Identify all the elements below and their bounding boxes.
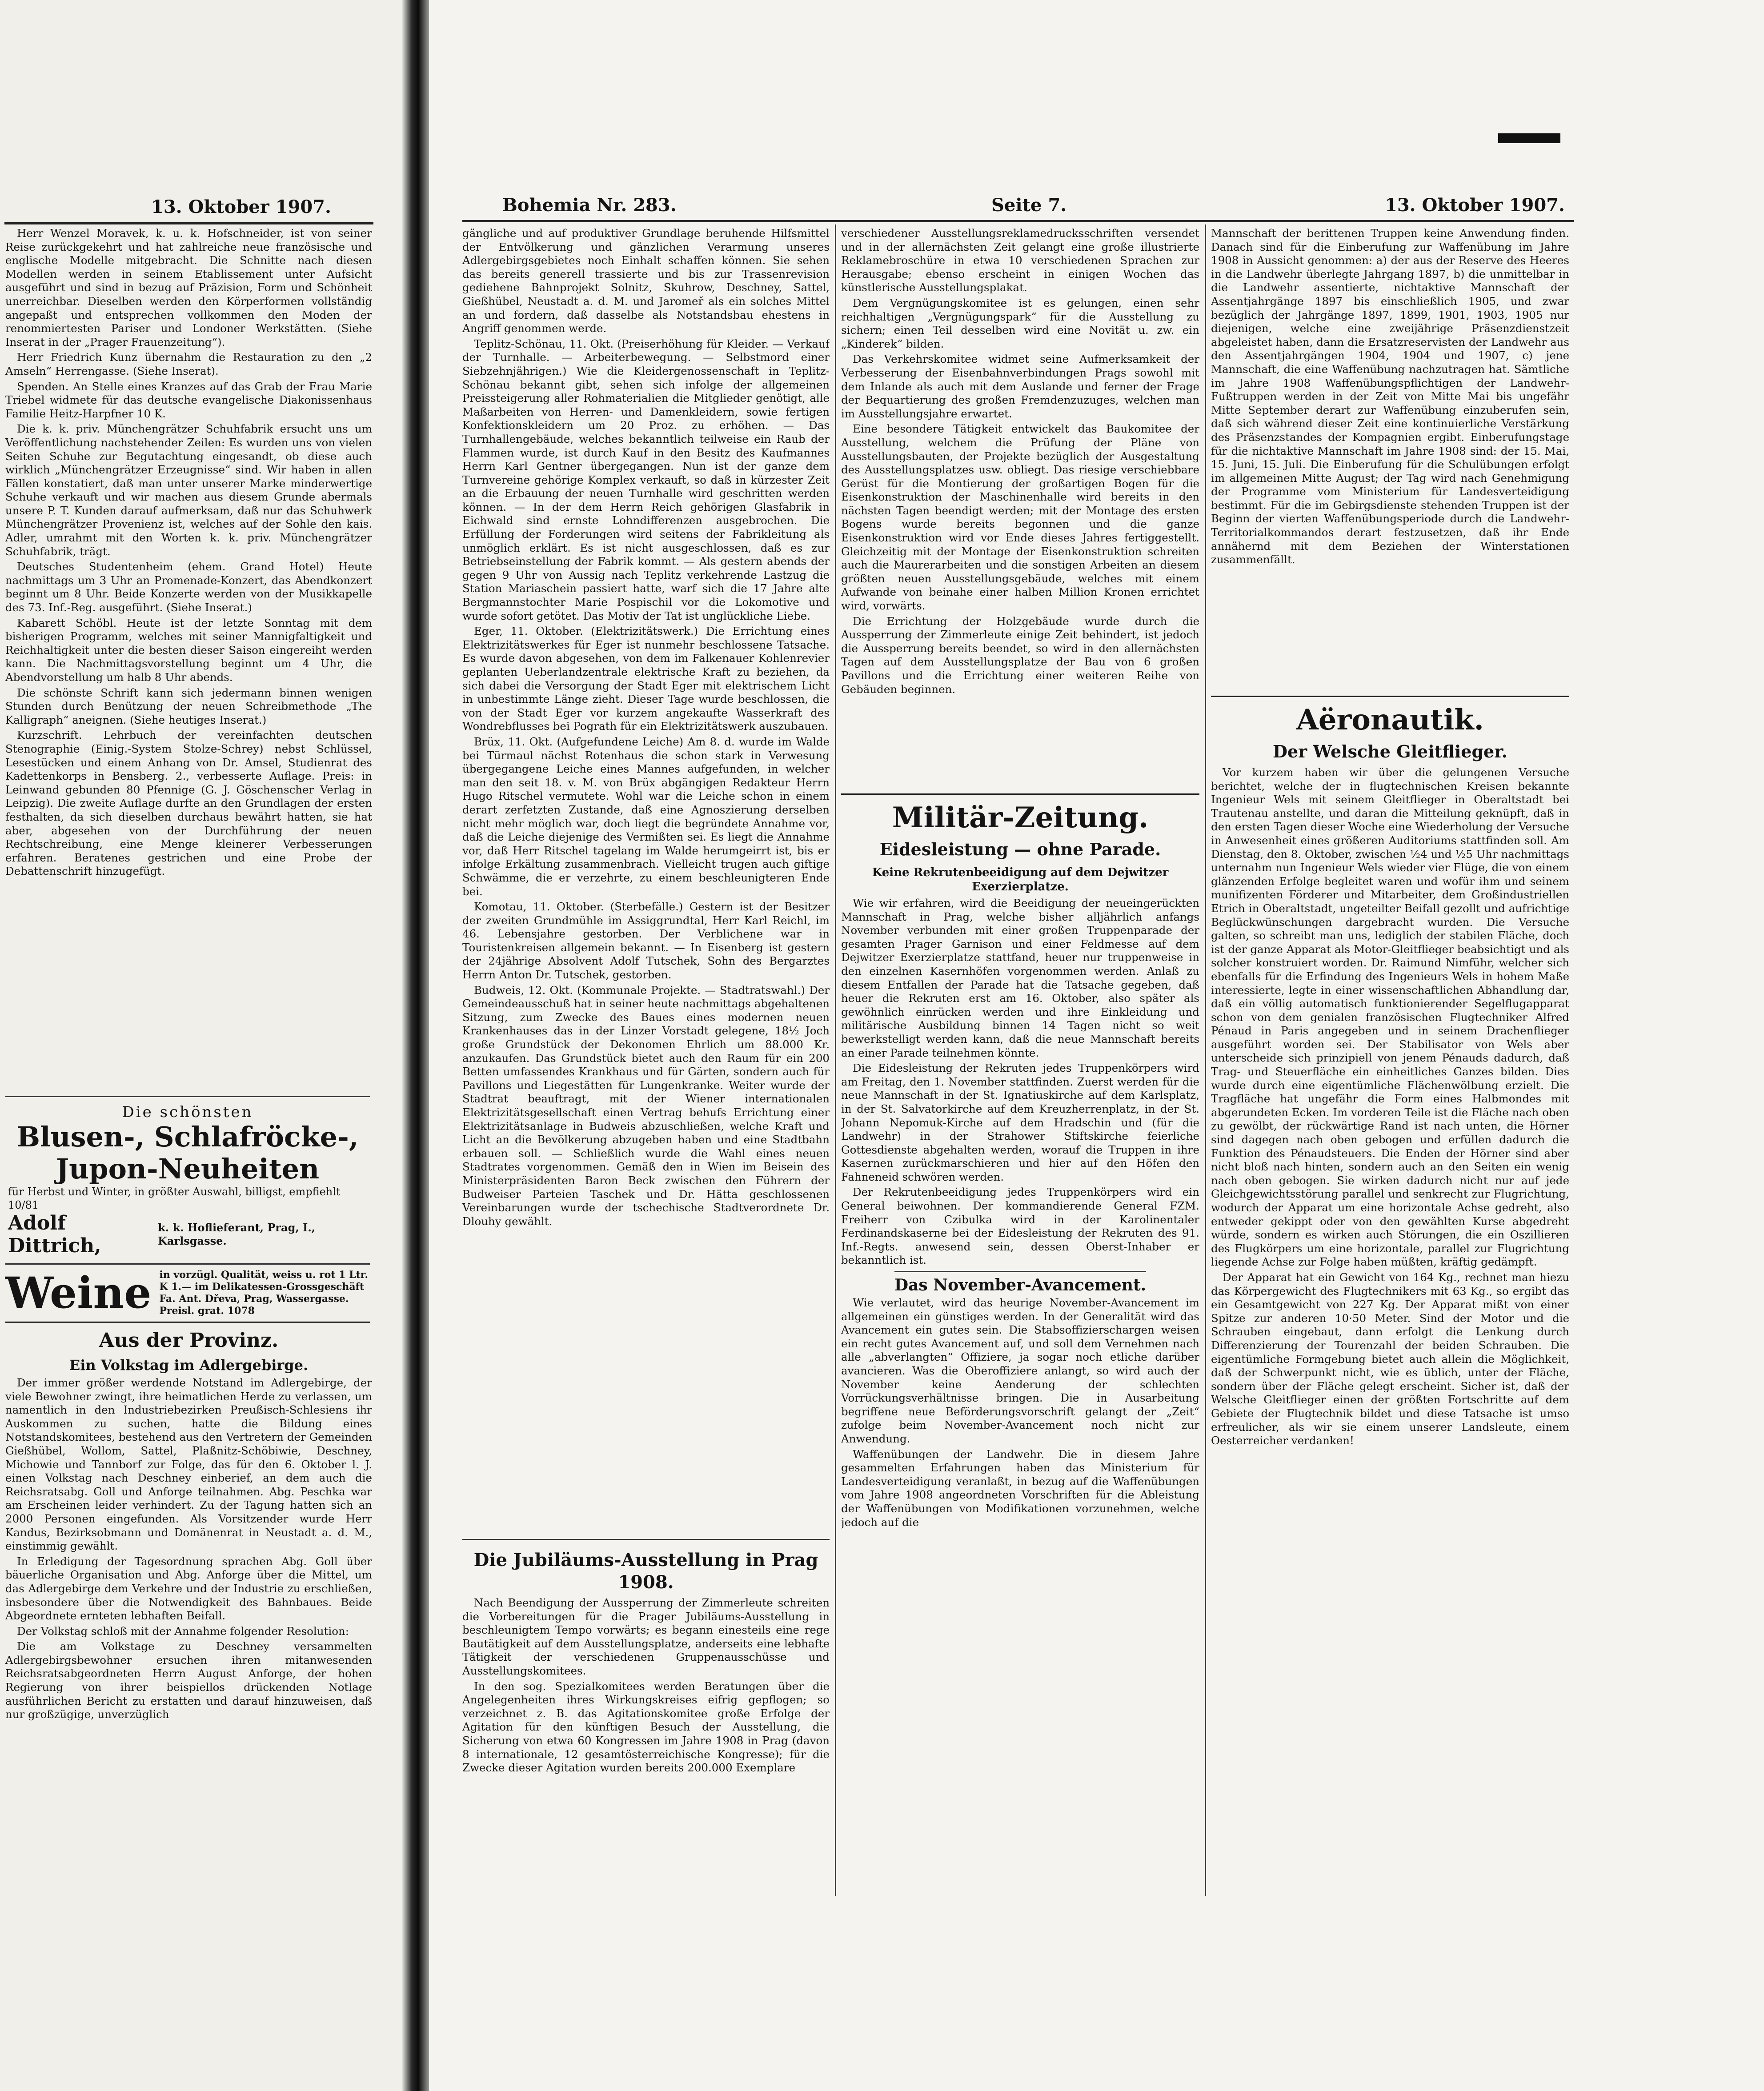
jubilaeum-article: [462, 1545, 830, 1900]
aero-section: [1211, 700, 1569, 1900]
article-title: Eidesleistung — ohne Parade.: [879, 839, 1161, 859]
section-title: Aus der Provinz.: [99, 1329, 279, 1352]
paragraph: Das Verkehrskomitee widmet seine Aufmerksamkeit der Verbesserung der Eisenbahnverbindungen Prags sowohl mit dem Inlande als auch mit dem Auslande und ferner der Frage der Bequartierung des großen Fremdenzuzuges, welchen man im Ausstellungsjahre erwartet.: [841, 353, 1199, 420]
provinz-section: [5, 1325, 372, 1903]
paragraph: Die am Volkstage zu Deschney versammelten Adlergebirgsbewohner ersuchen ihren mitanwesenden Reichsratsabgeordneten Herrn August Anforge, der hohen Regierung von ihrer beispiellos drückenden Notlage ausführlichen Bericht zu erstatten und darauf hinzuweisen, daß nur großzügige, unverzüglich: [5, 1640, 372, 1721]
paragraph: Die Errichtung der Holzgebäude wurde durch die Aussperrung der Zimmerleute einige Zeit behindert, ist jedoch die Aussperrung bereits beendet, so wird in den allernächsten Tagen auf dem Ausstellungsplatze der Bau von 6 großen Pavillons und die Errichtung einer weiteren Reihe von Gebäuden beginnen.: [841, 614, 1199, 696]
ad-weine-text: [159, 1269, 370, 1317]
paragraph: Der immer größer werdende Notstand im Adlergebirge, der viele Bewohner zwingt, ihre heimatlichen Herde zu verlassen, um namentlich in den Industriebezirken Preußisch-Schlesiens ihr Auskommen zu suchen, hatte die Bildung eines Notstandskomitees, bestehend aus den Vertretern der Gemeinden Gießhübel, Wollom, Sattel, Plaßnitz-Schöbiwie, Deschney, Michowie und Tannborf zur Folge, das für den 6. Oktober l. J. einen Volkstag nach Deschney einberief, an dem auch die Reichsratsabg. Goll und Anforge teilnahmen. Abg. Peschka war am Erscheinen leider verhindert. Zu der Tagung hatten sich an 2000 Personen eingefunden. Als Vorsitzender wurde Herr Kandus, Bezirksobmann und Domänenrat in Neustadt a. d. M., einstimmig gewählt.: [5, 1376, 372, 1553]
ad-firm-detail: k. k. Hoflieferant, Prag, I., Karlsgasse.: [158, 1221, 316, 1247]
article-subtitle: Keine Rekrutenbeeidigung auf dem Dejwitzer Exerzierplatze.: [872, 866, 1169, 893]
paragraph: Eger, 11. Oktober. (Elektrizitätswerk.) Die Errichtung eines Elektrizitätswerkes für Eger ist nunmehr beschlossene Tatsache. Es wurde davon abgesehen, von dem im Falkenauer Kohlenrevier geplanten Ueberlandzentrale elektrische Kraft zu beziehen, da sich dabei die Versorgung der Stadt Eger mit elektrischem Licht in unbestimmte Länge zieht. Dieser Tage wurde beschlossen, die von der Stadt Eger vor kurzem angekaufte Wasserkraft des Wondrebflusses bei Pograth für ein Elektrizitätswerk auszubauen.: [462, 625, 830, 733]
ad-firm-row: [8, 1212, 367, 1257]
paragraph: Vor kurzem haben wir über die gelungenen Versuche berichtet, welche der in flugtechnischen Kreisen bekannte Ingenieur Wels mit seinem Gleitflieger in Oberaltstadt bei Trautenau anstellte, und daran die Mitteilung geknüpft, daß in den ersten Tagen dieser Woche eine Wiederholung der Versuche in Anwesenheit eines größeren Auditoriums stattfinden soll. Am Dienstag, den 8. Oktober, zwischen ½4 und ½5 Uhr nachmittags unternahm nun Ingenieur Wels wieder vier Flüge, die von einem glänzenden Erfolge begleitet waren und wofür ihm und seinem munifizenten Förderer und Mitarbeiter, dem Großindustriellen Etrich in Oberaltstadt, ungeteilter Beifall gezollt und aufrichtige Beglückwünschungen dargebracht wurden. Die Versuche galten, so schreibt man uns, lediglich der stabilen Fläche, doch ist der ganze Apparat als Motor-Gleitflieger beabsichtigt und als solcher konstruiert worden. Dr. Raimund Nimführ, welcher sich ebenfalls für die Erfindung des Ingenieurs Wels in hohem Maße interessierte, legte in einer wissenschaftlichen Abhandlung dar, daß ein völlig automatisch funktionierender Segelflugapparat schon von dem genialen französischen Flugtechniker Alfred Pénaud in Paris angegeben und in seinem Drachenflieger ausgeführt worden sei. Der Stabilisator von Wels aber unterscheide sich prinzipiell von jenem Pénauds dadurch, daß Trag- und Steuerfläche ein einheitliches Ganzes bilden. Dies wurde durch eine eigentümliche Flächenwölbung erzielt. Die Tragfläche hat ungefähr die Form eines Halbmondes mit abgerundeten Ecken. Im vorderen Teile ist die Fläche nach oben zu gewölbt, der rückwärtige Rand ist nach unten, die Hörner sind dagegen nach oben gebogen und erfüllen dadurch die Funktion des Pénaudsteuers. Die Enden der Hörner sind aber nicht bloß nach hinten, sondern auch an den Seiten ein wenig nach oben gebogen. Sie wirken dadurch nicht nur auf jede Gleichgewichtsstörung parallel und senkrecht zur Flugrichtung, wodurch der Apparat um eine horizontale Achse gedreht, also entweder gekippt oder von den gewählten Kurse abgedreht würde, sondern es wirken auch Störungen, die ein Oszillieren des Flugkörpers um eine horizontale, parallel zur Flugrichtung liegende Achse zur Folge haben müßten, kräftig gedämpft.: [1211, 766, 1569, 1269]
ad-headline: Blusen-, Schlafröcke-,: [16, 1121, 359, 1153]
ad-firm: Adolf Dittrich,: [8, 1212, 101, 1257]
divider: [5, 1096, 370, 1097]
ad-ref: 10/81: [8, 1199, 39, 1211]
ad-text-main: für Herbst und Winter, in größter Auswahl, billigst, empfiehlt: [8, 1186, 341, 1198]
paragraph: Mannschaft der berittenen Truppen keine Anwendung finden. Danach sind für die Einberufung zur Waffenübung im Jahre 1908 in Aussicht genommen: a) der aus der Reserve des Heeres in die Landwehr überlegte Jahrgang 1897, b) die unmittelbar in die Landwehr assentierte, nichtaktive Mannschaft der Assentjahrgänge 1897 bis einschließlich 1905, und zwar bezüglich der Jahrgänge 1897, 1899, 1901, 1903, 1905 nur diejenigen, welche eine zweijährige Präsenzdienstzeit abgeleistet haben, dann die Ersatzreservisten der Landwehr aus den Assentjahrgängen 1904, 1904 und 1907, c) jene Mannschaft, die eine Waffenübung nachzutragen hat. Sämtliche im Jahre 1908 Waffenübungspflichtigen der Landwehr-Fußtruppen werden in der Zeit von Mitte Mai bis ungefähr Mitte September derart zur Waffenübung einzuberufen sein, daß sich während dieser Zeit eine kontinuierliche Verstärkung des Präsenzstandes der Kompagnien ergibt. Einberufungstage für die nichtaktive Mannschaft im Jahre 1908 sind: der 15. Mai, 15. Juni, 15. Juli. Die Einberufung für die Schulübungen erfolgt im allgemeinen Mitte August; der Tag wird nach Genehmigung der Programme vom Ministerium für Landesverteidigung bestimmt. Für die im Gebirgsdienste stehenden Truppen ist der Beginn der vierten Waffenübungsperiode durch die Landwehr-Territorialkommandos derart festzusetzen, daß ihr Ende annähernd mit dem Beziehen der Winterstationen zusammenfällt.: [1211, 227, 1569, 566]
ad-box: [5, 1102, 370, 1259]
page-fold: [402, 0, 429, 2091]
ad-weine-word: Weine: [5, 1268, 152, 1318]
paragraph: Kabarett Schöbl. Heute ist der letzte Sonntag mit dem bisherigen Programm, welches mit seiner Mannigfaltigkeit und Reichhaltigkeit unter die besten dieser Saison eingereiht werden kann. Die Nachmittagsvorstellung beginnt um 4 Uhr, die Abendvorstellung um halb 8 Uhr abends.: [5, 616, 372, 684]
right-column-1: [462, 227, 830, 1536]
paper-name: Bohemia Nr. 283.: [502, 195, 677, 216]
left-column: [5, 227, 372, 1089]
paragraph: Wie wir erfahren, wird die Beeidigung der neueingerückten Mannschaft in Prag, welche bisher alljährlich anfangs November verbunden mit einer großen Truppenparade der gesamten Prager Garnison und einer Feldmesse auf dem Dejwitzer Exerzierplatze stattfand, heuer nur truppenweise in den einzelnen Kasernhöfen vorgenommen werden. Anlaß zu diesem Entfallen der Parade hat die Tatsache gegeben, daß heuer die Rekruten erst am 16. Oktober, also später als gewöhnlich einrücken werden und ihre Einkleidung und militärische Ausbildung binnen 14 Tagen nicht so weit bewerkstelligt werden kann, daß die neue Mannschaft bereits an einer Parade teilnehmen könnte.: [841, 897, 1199, 1059]
ad-ref: 1078: [227, 1305, 255, 1317]
paragraph: Wie verlautet, wird das heurige November-Avancement im allgemeinen ein günstiges werden. In der Generalität wird das Avancement ein gutes sein. Die Stabsoffizierschargen weisen ein recht gutes Avancement auf, und soll dem Vernehmen nach alle „abverlangten“ Offiziere, ja sogar noch etliche darüber avancieren. Was die Oberoffiziere anlangt, so wird auch der November keine Aenderung der schlechten Vorrückungsverhältnisse bringen. Die in Ausarbeitung begriffene neue Beförderungsvorschrift gelangt der „Zeit“ zufolge beim November-Avancement noch nicht zur Anwendung.: [841, 1296, 1199, 1445]
right-column-2-top: [841, 227, 1199, 790]
ad-weine-body: in vorzügl. Qualität, weiss u. rot 1 Ltr. K 1.— im Delikatessen-Grossgeschäft Fa. Ant. Dřeva, Prag, Wassergasse. Preisl. grat.: [159, 1269, 368, 1317]
column-rule: [1205, 224, 1206, 1896]
divider: [5, 1322, 370, 1323]
right-column-3-top: [1211, 227, 1569, 693]
column-rule: [835, 224, 836, 1896]
paragraph: Komotau, 11. Oktober. (Sterbefälle.) Gestern ist der Besitzer der zweiten Grundmühle im Assiggrundtal, Herr Karl Reichl, im 46. Lebensjahre gestorben. Der Verblichene war in Touristenkreisen allgemein bekannt. — In Eisenberg ist gestern der 24jährige Absolvent Adolf Tutschek, Sohn des Bergarztes Herrn Anton Dr. Tutschek, gestorben.: [462, 900, 830, 981]
divider: [894, 1271, 1146, 1272]
paragraph: Deutsches Studentenheim (ehem. Grand Hotel) Heute nachmittags um 3 Uhr an Promenade-Konzert, das Abendkonzert beginnt um 8 Uhr. Beide Konzerte werden von der Musikkapelle des 73. Inf.-Reg. ausgeführt. (Siehe Inserat.): [5, 560, 372, 614]
ad-line: Die schönsten: [122, 1103, 253, 1121]
right-page-date: 13. Oktober 1907.: [1385, 195, 1565, 216]
paragraph: Die k. k. priv. Münchengrätzer Schuhfabrik ersucht uns um Veröffentlichung nachstehender Zeilen: Es wurden uns von vielen Seiten Schuhe zur Begutachtung eingesandt, ob diese auch wirklich „Münchengrätzer Erzeugnisse“ sind. Wir haben in allen Fällen konstatiert, daß man unter unserer Marke minderwertige Schuhe verkauft und wir machen aus diesem Grunde abermals unsere P. T. Kunden darauf aufmerksam, daß nur das Schuhwerk Münchengrätzer Provenienz ist, welches auf der Sohle den kais. Adler, umrahmt mit den Worten k. k. priv. Münchengrätzer Schuhfabrik, trägt.: [5, 422, 372, 558]
divider: [5, 1263, 370, 1265]
paragraph: Herr Friedrich Kunz übernahm die Restauration zu den „2 Amseln“ Herrengasse. (Siehe Inserat).: [5, 351, 372, 377]
paragraph: gängliche und auf produktiver Grundlage beruhende Hilfsmittel der Entvölkerung und gänzlichen Verarmung unseres Adlergebirgsgebietes noch Einhalt schaffen können. Sie sehen das bereits generell trassierte und bis zur Trassenrevision gediehene Bahnprojekt Solnitz, Skuhrow, Deschney, Sattel, Gießhübel, Neustadt a. d. M. und Jaromeř als ein solches Mittel an und fordern, daß dasselbe als Notstandsbau ehestens in Angriff genommen werde.: [462, 227, 830, 335]
paragraph: Die Eidesleistung der Rekruten jedes Truppenkörpers wird am Freitag, den 1. November stattfinden. Zuerst werden für die neue Mannschaft in der St. Ignatiuskirche auf dem Karlsplatz, in der St. Salvatorkirche auf dem Kreuzherrenplatz, in der St. Johann Nepomuk-Kirche auf dem Hradschin und (für die Landwehr) in der Strahower Stiftskirche feierliche Gottesdienste abgehalten werden, worauf die Truppen in ihre Kasernen zurückmarschieren und hier auf den Höfen den Fahneneid schwören werden.: [841, 1062, 1199, 1183]
page-number: Seite 7.: [991, 195, 1067, 216]
paragraph: Brüx, 11. Okt. (Aufgefundene Leiche) Am 8. d. wurde im Walde bei Türmaul nächst Rotenhaus die schon stark in Verwesung übergegangene Leiche eines Mannes aufgefunden, in welcher man den seit 18. v. M. von Brüx abgängigen Redakteur Herrn Hugo Ritschel vermutete. Wohl war die Leiche schon in einem derart zerfetzten Zustande, daß eine Agnoszierung derselben nicht mehr möglich war, doch liegt die begründete Annahme vor, daß die Leiche diejenige des Vermißten sei. Es liegt die Annahme vor, daß Herr Ritschel tagelang im Walde herumgeirrt ist, bis er infolge Erkältung zusammenbrach. Vielleicht trugen auch giftige Schwämme, die er verzehrte, zu einem beschleunigteren Ende bei.: [462, 735, 830, 898]
paragraph: Dem Vergnügungskomitee ist es gelungen, einen sehr reichhaltigen „Vergnügungspark“ für die Ausstellung zu sichern; einen Teil desselben wird eine Novität u. zw. ein „Kinderek“ bilden.: [841, 296, 1199, 350]
paragraph: Kurzschrift. Lehrbuch der vereinfachten deutschen Stenographie (Einig.-System Stolze-Schrey) nebst Schlüssel, Lesestücken und einem Anhang von Dr. Amsel, Studienrat des Kadettenkorps in Bensberg. 2., verbesserte Auflage. Preis: in Leinwand gebunden 80 Pfennige (G. J. Göschenscher Verlag in Leipzig). Die zweite Auflage durfte an den Grundlagen der ersten festhalten, da sich dieselben durchaus bewährt hatten, sie hat aber, abgesehen von der Durchführung der neuen Rechtschreibung, eine Menge kleinerer Verbesserungen erfahren. Beratenes gestrichen und eine Probe der Debattenschrift hinzugefügt.: [5, 729, 372, 878]
paragraph: verschiedener Ausstellungsreklamedrucksschriften versendet und in der allernächsten Zeit gelangt eine große illustrierte Reklamebroschüre in etwa 10 verschiedenen Sprachen zur Herausgabe; ebenso erscheint in einigen Wochen das künstlerische Ausstellungsplakat.: [841, 227, 1199, 294]
ad-headline: Jupon-Neuheiten: [56, 1153, 320, 1185]
section-title: Militär-Zeitung.: [892, 801, 1149, 834]
paragraph: Der Apparat hat ein Gewicht von 164 Kg., rechnet man hiezu das Körpergewicht des Flugtechnikers mit 63 Kg., so ergibt das ein Gesamtgewicht von 227 Kg. Der Apparat mißt von einer Spitze zur anderen 10·50 Meter. Sind der Motor und die Schrauben eingebaut, dann erfolgt die Lenkung durch Differenzierung der Tourenzahl der beiden Schrauben. Die eigentümliche Formgebung bietet auch allein die Möglichkeit, daß der Schwerpunkt nicht, wie es üblich, unter der Fläche, sondern über der Fläche gelegt erscheint. Sicher ist, daß der Welsche Gleitflieger einen der größten Fortschritte auf dem Gebiete der Flugtechnik bildet und diese Tatsache ist umso erfreulicher, als wir sie einem unserer Landsleute, einem Oesterreicher verdanken!: [1211, 1270, 1569, 1447]
divider: [462, 1539, 830, 1540]
left-page-date: 13. Oktober 1907.: [151, 196, 331, 217]
paragraph: In den sog. Spezialkomitees werden Beratungen über die Angelegenheiten ihres Wirkungskreises eifrig gepflogen; so verzeichnet z. B. das Agitationskomitee große Erfolge der Agitation für den künftigen Besuch der Ausstellung, die Sicherung von etwa 60 Kongressen im Jahre 1908 in Prag (davon 8 internationale, 12 gesamtösterreichische Kongresse); für die Zwecke dieser Agitation wurden bereits 200.000 Exemplare: [462, 1679, 830, 1775]
scan-mark: [1498, 133, 1560, 143]
military-section: [841, 798, 1199, 1900]
divider: [841, 793, 1199, 795]
paragraph: Die schönste Schrift kann sich jedermann binnen wenigen Stunden durch Benützung der neuen Schreibmethode „The Kalligraph“ aneignen. (Siehe heutiges Inserat.): [5, 686, 372, 726]
paragraph: Herr Wenzel Moravek, k. u. k. Hofschneider, ist von seiner Reise zurückgekehrt und hat zahlreiche neue französische und englische Modelle mitgebracht. Die Schnitte nach diesen Modellen werden in seinem Etablissement unter Aufsicht ausgeführt und sind in bezug auf Präzision, Form und Schönheit unerreichbar. Dieselben werden den Körperformen vollständig angepaßt und entsprechen vollkommen den Moden der renommiertesten Pariser und Londoner Werkstätten. (Siehe Inserat in der „Prager Frauenzeitung“).: [5, 227, 372, 348]
ad-text: [8, 1185, 367, 1212]
ad-weine: [5, 1269, 370, 1317]
left-header-rule: [4, 222, 373, 224]
ad-blusen: [5, 1091, 370, 1327]
article-title: Das November-Avancement.: [894, 1276, 1147, 1295]
paragraph: Der Volkstag schloß mit der Annahme folgender Resolution:: [17, 1624, 349, 1638]
divider: [1211, 696, 1569, 697]
paragraph: Budweis, 12. Okt. (Kommunale Projekte. — Stadtratswahl.) Der Gemeindeausschuß hat in seiner heute nachmittags abgehaltenen Sitzung, zum Zwecke des Baues eines modernen neuen Krankenhauses das in der Linzer Vorstadt gelegene, 18½ Joch große Grundstück der Dekonomen Ehrlich um 88.000 Kr. anzukaufen. Das Grundstück bietet auch den Raum für ein 200 Betten umfassendes Krankhaus und für Gärten, sondern auch für Pavillons und Liegestätten für Lungenkranke. Weiter wurde der Stadtrat beauftragt, mit der Wiener internationalen Elektrizitätsgesellschaft einen Vertrag behufs Errichtung einer Elektrizitätsanlage in Budweis abzuschließen, welche Kraft und Licht an die Bevölkerung abzugeben haben und eine Stadtbahn erbauen soll. — Schließlich wurde die Wahl eines neuen Stadtrates vorgenommen. Gemäß den in Wien im Beisein des Ministerpräsidenten Baron Beck zwischen den Führern der Budweiser Parteien Taschek und Dr. Hätta geschlossenen Vereinbarungen wurde der tschechische Stadtverordnete Dr. Dlouhy gewählt.: [462, 983, 830, 1228]
paragraph: Teplitz-Schönau, 11. Okt. (Preiserhöhung für Kleider. — Verkauf der Turnhalle. — Arbeiterbewegung. — Selbstmord einer Siebzehnjährigen.) Wie die Kleidergenossenschaft in Teplitz-Schönau bekannt gibt, sehen sich infolge der allgemeinen Preissteigerung aller Rohmaterialien die Mitglieder genötigt, alle Maßarbeiten von Herren- und Damenkleidern, sowie fertigen Konfektionskleidern um 20 Proz. zu erhöhen. — Das Turnhallengebäude, welches bekanntlich teilweise ein Raub der Flammen wurde, ist durch Kauf in den Besitz des Kaufmannes Herrn Karl Gentner übergegangen. Nun ist der ganze dem Turnvereine gehörige Komplex verkauft, so daß in kürzester Zeit an die Erbauung der neuen Turnhalle wird geschritten werden können. — In der dem Herrn Reich gehörigen Glasfabrik in Eichwald sind ernste Lohndifferenzen ausgebrochen. Die Erfüllung der Forderungen wird seitens der Fabrikleitung als unmöglich erklärt. Es ist nicht ausgeschlossen, daß es zur Betriebseinstellung der Fabrik kommt. — Als gestern abends der gegen 9 Uhr von Aussig nach Teplitz verkehrende Lastzug die Station Mariaschein passiert hatte, warf sich die 17 Jahre alte Bergmannstochter Marie Pospischil vor die Lokomotive und wurde sofort getötet. Das Motiv der Tat ist unglückliche Liebe.: [462, 337, 830, 622]
article-title: Ein Volkstag im Adlergebirge.: [69, 1357, 309, 1374]
paragraph: Nach Beendigung der Aussperrung der Zimmerleute schreiten die Vorbereitungen für die Prager Jubiläums-Ausstellung in beschleunigtem Tempo vorwärts; es begann einesteils eine rege Bautätigkeit auf dem Ausstellungsplatze, anderseits eine lebhafte Tätigkeit der verschiedenen Gruppenausschüsse und Ausstellungskomitees.: [462, 1596, 830, 1677]
paragraph: Der Rekrutenbeeidigung jedes Truppenkörpers wird ein General beiwohnen. Der kommandierende General FZM. Freiherr von Czibulka wird in der Karolinentaler Ferdinandskaserne bei der Eidesleistung der Rekruten des 91. Inf.-Regts. anwesend sein, dessen Oberst-Inhaber er bekanntlich ist.: [841, 1186, 1199, 1267]
article-title: Der Welsche Gleitflieger.: [1273, 741, 1507, 761]
paragraph: Waffenübungen der Landwehr. Die in diesem Jahre gesammelten Erfahrungen haben das Ministerium für Landesverteidigung veranlaßt, in bezug auf die Waffenübungen vom Jahre 1908 angeordneten Vorschriften für die Ableistung der Waffenübungen von Modifikationen vorzunehmen, welche jedoch auf die: [841, 1447, 1199, 1529]
paragraph: In Erledigung der Tagesordnung sprachen Abg. Goll über bäuerliche Organisation und Abg. Anforge über die Mittel, um das Adlergebirge dem Verkehre und der Industrie zu erschließen, insbesondere über die Notwendigkeit des Bahnbaues. Beide Abgeordnete ernteten lebhaften Beifall.: [5, 1554, 372, 1622]
article-title: Die Jubiläums-Ausstellung in Prag 1908.: [473, 1550, 818, 1593]
section-title: Aëronautik.: [1296, 703, 1484, 737]
paragraph: Spenden. An Stelle eines Kranzes auf das Grab der Frau Marie Triebel widmete für das deutsche evangelische Diakonissenhaus Familie Heitz-Harpfner 10 K.: [5, 380, 372, 420]
right-header-rule: [462, 220, 1574, 222]
paragraph: Eine besondere Tätigkeit entwickelt das Baukomitee der Ausstellung, welchem die Prüfung der Pläne von Ausstellungsbauten, der Projekte bezüglich der Ausgestaltung des Ausstellungsplatzes usw. obliegt. Das riesige verschiebbare Gerüst für die Montierung der großartigen Bogen für die Eisenkonstruktion der Maschinenhalle wird bereits in den nächsten Tagen beendigt werden; mit der Montage des ersten Bogens wurde bereits begonnen und die ganze Eisenkonstruktion wird vor Ende dieses Jahres fertiggestellt. Gleichzeitig mit der Montage der Eisenkonstruktion schreiten auch die Maurerarbeiten und die sonstigen Arbeiten an diesem größten neuen Ausstellungsgebäude, welches mit einem Aufwande von beinahe einer halben Million Kronen errichtet wird, vorwärts.: [841, 422, 1199, 613]
